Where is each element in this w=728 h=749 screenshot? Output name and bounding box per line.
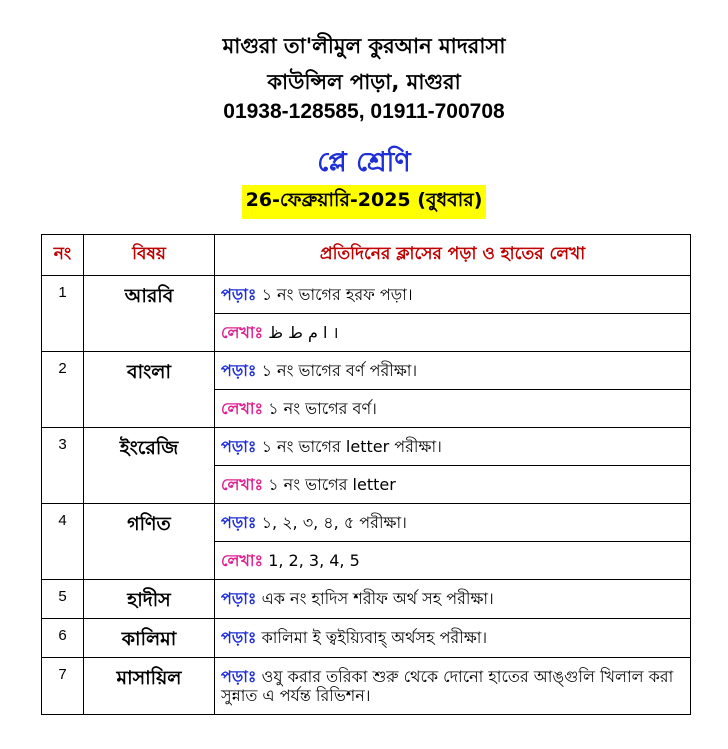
row-number: 1 <box>42 276 84 352</box>
read-label: পড়াঃ <box>221 512 257 532</box>
subject-name: হাদীস <box>84 580 215 619</box>
write-cell <box>215 466 691 504</box>
read-cell <box>215 658 691 715</box>
row-number: 4 <box>42 504 84 580</box>
write-text: ا م ط ظ । <box>268 322 339 342</box>
subject-name: বাংলা <box>84 352 215 428</box>
read-text: ১ নং ভাগের বর্ণ পরীক্ষা। <box>261 360 418 380</box>
read-text: ১ নং ভাগের হরফ পড়া। <box>261 284 413 304</box>
read-cell <box>215 619 691 658</box>
subject-name: মাসায়িল <box>84 658 215 715</box>
read-label: পড়াঃ <box>221 360 257 380</box>
write-text: ১ নং ভাগের letter <box>268 474 396 494</box>
table-row <box>42 658 691 715</box>
write-text: 1, 2, 3, 4, 5 <box>268 550 360 570</box>
date-wrapper <box>0 185 728 219</box>
row-number: 3 <box>42 428 84 504</box>
madrasa-name: মাগুরা তা'লীমুল কুরআন মাদরাসা <box>222 34 506 58</box>
read-text: কালিমা ই ত্বইয়্যিবাহ্‌ অর্থসহ পরীক্ষা। <box>261 628 488 648</box>
read-cell <box>215 504 691 542</box>
table-row <box>42 428 691 466</box>
subject-name: কালিমা <box>84 619 215 658</box>
read-text: ১ নং ভাগের letter পরীক্ষা। <box>261 436 442 456</box>
write-label: লেখাঃ <box>221 550 264 570</box>
table-row <box>42 504 691 542</box>
class-title: প্লে শ্রেণি <box>317 147 411 178</box>
read-label: পড়াঃ <box>221 589 257 609</box>
madrasa-address: কাউন্সিল পাড়া, মাগুরা <box>267 70 461 94</box>
read-text: ১, ২, ৩, ৪, ৫ পরীক্ষা। <box>261 512 407 532</box>
table-header-row <box>42 235 691 276</box>
read-label: পড়াঃ <box>221 436 257 456</box>
read-label: পড়াঃ <box>221 628 257 648</box>
subject-name: ইংরেজি <box>84 428 215 504</box>
read-cell <box>215 580 691 619</box>
subject-name: গণিত <box>84 504 215 580</box>
table-row <box>42 276 691 314</box>
table-row <box>42 352 691 390</box>
write-cell <box>215 314 691 352</box>
write-label: লেখাঃ <box>221 474 264 494</box>
header-no: নং <box>42 235 84 276</box>
write-cell <box>215 542 691 580</box>
read-text: এক নং হাদিস শরীফ অর্থ সহ পরীক্ষা। <box>261 589 494 609</box>
header-content: প্রতিদিনের ক্লাসের পড়া ও হাতের লেখা <box>215 235 691 276</box>
read-label: পড়াঃ <box>221 284 257 304</box>
write-text: ১ নং ভাগের বর্ণ। <box>268 398 377 418</box>
header-subject: বিষয় <box>84 235 215 276</box>
subject-name: আরবি <box>84 276 215 352</box>
row-number: 7 <box>42 658 84 715</box>
read-cell <box>215 276 691 314</box>
table-row <box>42 580 691 619</box>
row-number: 6 <box>42 619 84 658</box>
date-label: 26-ফেব্রুয়ারি-2025 (বুধবার) <box>242 185 487 219</box>
write-cell <box>215 390 691 428</box>
routine-table <box>41 234 691 715</box>
write-label: লেখাঃ <box>221 322 264 342</box>
row-number: 2 <box>42 352 84 428</box>
read-text: ওযু করার তরিকা শুরু থেকে দোনো হাতের আঙ্গুলি খিলাল করা সুন্নাত এ পর্যন্ত রিভিশন। <box>221 666 674 705</box>
read-cell <box>215 428 691 466</box>
write-label: লেখাঃ <box>221 398 264 418</box>
phone-numbers: 01938-128585, 01911-700708 <box>223 100 505 123</box>
table-row <box>42 619 691 658</box>
row-number: 5 <box>42 580 84 619</box>
read-label: পড়াঃ <box>221 666 257 686</box>
read-cell <box>215 352 691 390</box>
